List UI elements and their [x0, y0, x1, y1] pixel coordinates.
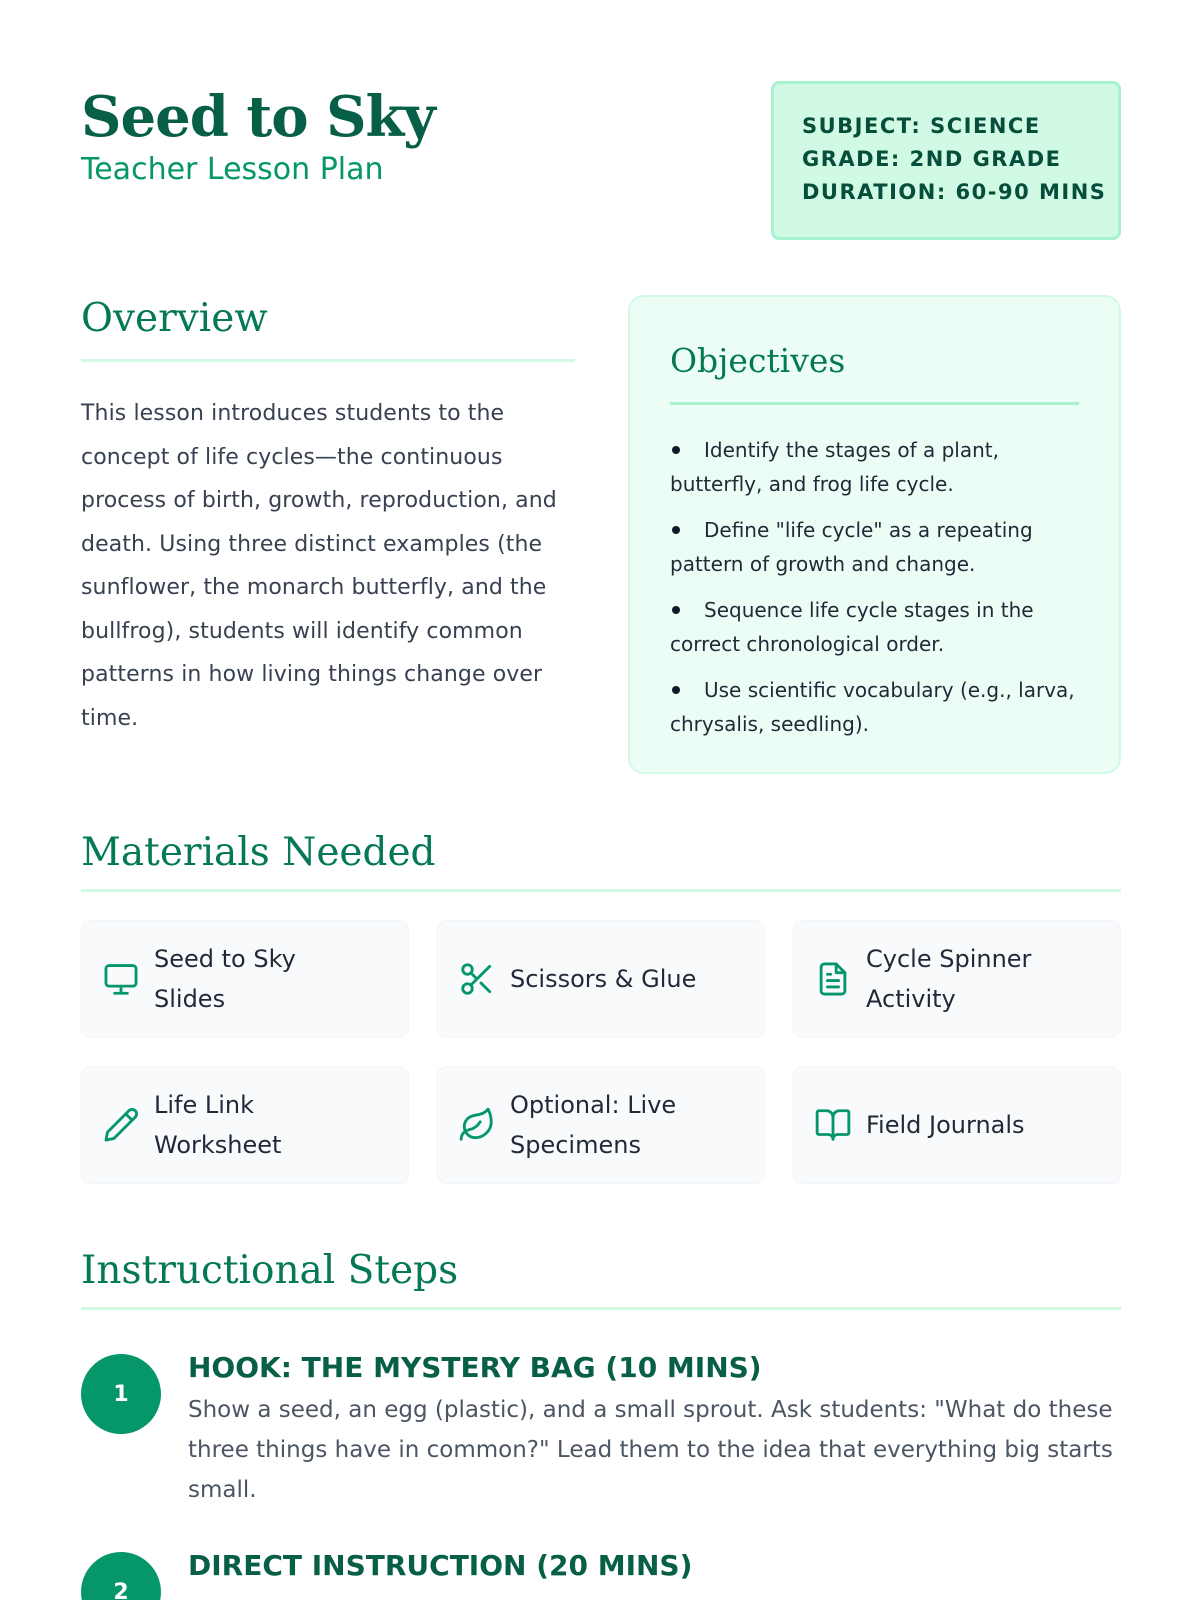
material-label: Scissors & Glue [510, 965, 697, 993]
objectives-card [628, 295, 1121, 774]
monitor-icon [102, 960, 140, 998]
overview-divider [81, 359, 575, 362]
step-title: DIRECT INSTRUCTION (20 MINS) [188, 1549, 693, 1582]
lesson-meta-box [771, 81, 1121, 240]
step-title: HOOK: THE MYSTERY BAG (10 MINS) [188, 1351, 762, 1384]
material-card-scissors [437, 920, 765, 1038]
objective-text: Use scientific vocabulary (e.g., larva, chrysalis, seedling). [670, 678, 1075, 736]
lesson-header [81, 80, 1121, 240]
material-label: Seed to Sky Slides [154, 945, 296, 1013]
objectives-list [670, 433, 1079, 741]
bullet-icon [672, 446, 680, 454]
objective-item [670, 513, 1079, 581]
objective-text: Define "life cycle" as a repeating pattern of growth and change. [670, 518, 1033, 576]
step-description: Show a seed, an egg (plastic), and a small sprout. Ask students: "What do these three things have in common?" Lead them to the idea that everything big starts small. [188, 1397, 1113, 1503]
objective-item [670, 433, 1079, 501]
page-title: Seed to Sky [81, 84, 435, 150]
material-card-slides [81, 920, 409, 1038]
material-label: Cycle Spinner Activity [866, 945, 1032, 1013]
objectives-heading: Objectives [670, 341, 846, 380]
page-subtitle: Teacher Lesson Plan [81, 152, 384, 187]
meta-grade: GRADE: 2ND GRADE [802, 147, 1062, 171]
overview-section [81, 296, 575, 740]
pencil-icon [102, 1106, 140, 1144]
meta-duration: DURATION: 60-90 MINS [802, 180, 1107, 204]
material-card-spinner [793, 920, 1121, 1038]
material-label: Life Link Worksheet [154, 1091, 282, 1159]
bullet-icon [672, 526, 680, 534]
objective-item [670, 593, 1079, 661]
leaf-icon [458, 1106, 496, 1144]
objective-item [670, 673, 1079, 741]
material-label: Optional: Live Specimens [510, 1091, 677, 1159]
step-item [81, 1350, 1121, 1510]
step-number-badge: 2 [81, 1552, 161, 1600]
bullet-icon [672, 606, 680, 614]
material-card-journals [793, 1066, 1121, 1184]
scissors-icon [458, 960, 496, 998]
objectives-divider [670, 402, 1079, 405]
instructional-steps-section [81, 1248, 1121, 1600]
materials-divider [81, 889, 1121, 892]
meta-subject: SUBJECT: SCIENCE [802, 114, 1041, 138]
overview-text: This lesson introduces students to the concept of life cycles—the continuous process of birth, growth, reproduction, and death. Using three distinct examples (the sunflower, the monarch butterfly, and the bullfrog), students will identify common patterns in how living things change over time. [81, 401, 557, 731]
material-label: Field Journals [866, 1111, 1025, 1139]
material-card-worksheet [81, 1066, 409, 1184]
step-item [81, 1548, 1121, 1600]
overview-heading: Overview [81, 296, 268, 341]
materials-section [81, 830, 1121, 1188]
materials-heading: Materials Needed [81, 830, 436, 875]
step-number-badge: 1 [81, 1354, 161, 1434]
objective-text: Identify the stages of a plant, butterfly, and frog life cycle. [670, 438, 999, 496]
document-icon [814, 960, 852, 998]
steps-heading: Instructional Steps [81, 1248, 459, 1293]
material-card-specimens [437, 1066, 765, 1184]
book-icon [814, 1106, 852, 1144]
steps-divider [81, 1307, 1121, 1310]
bullet-icon [672, 686, 680, 694]
materials-grid [81, 920, 1121, 1188]
objective-text: Sequence life cycle stages in the correct chronological order. [670, 598, 1034, 656]
